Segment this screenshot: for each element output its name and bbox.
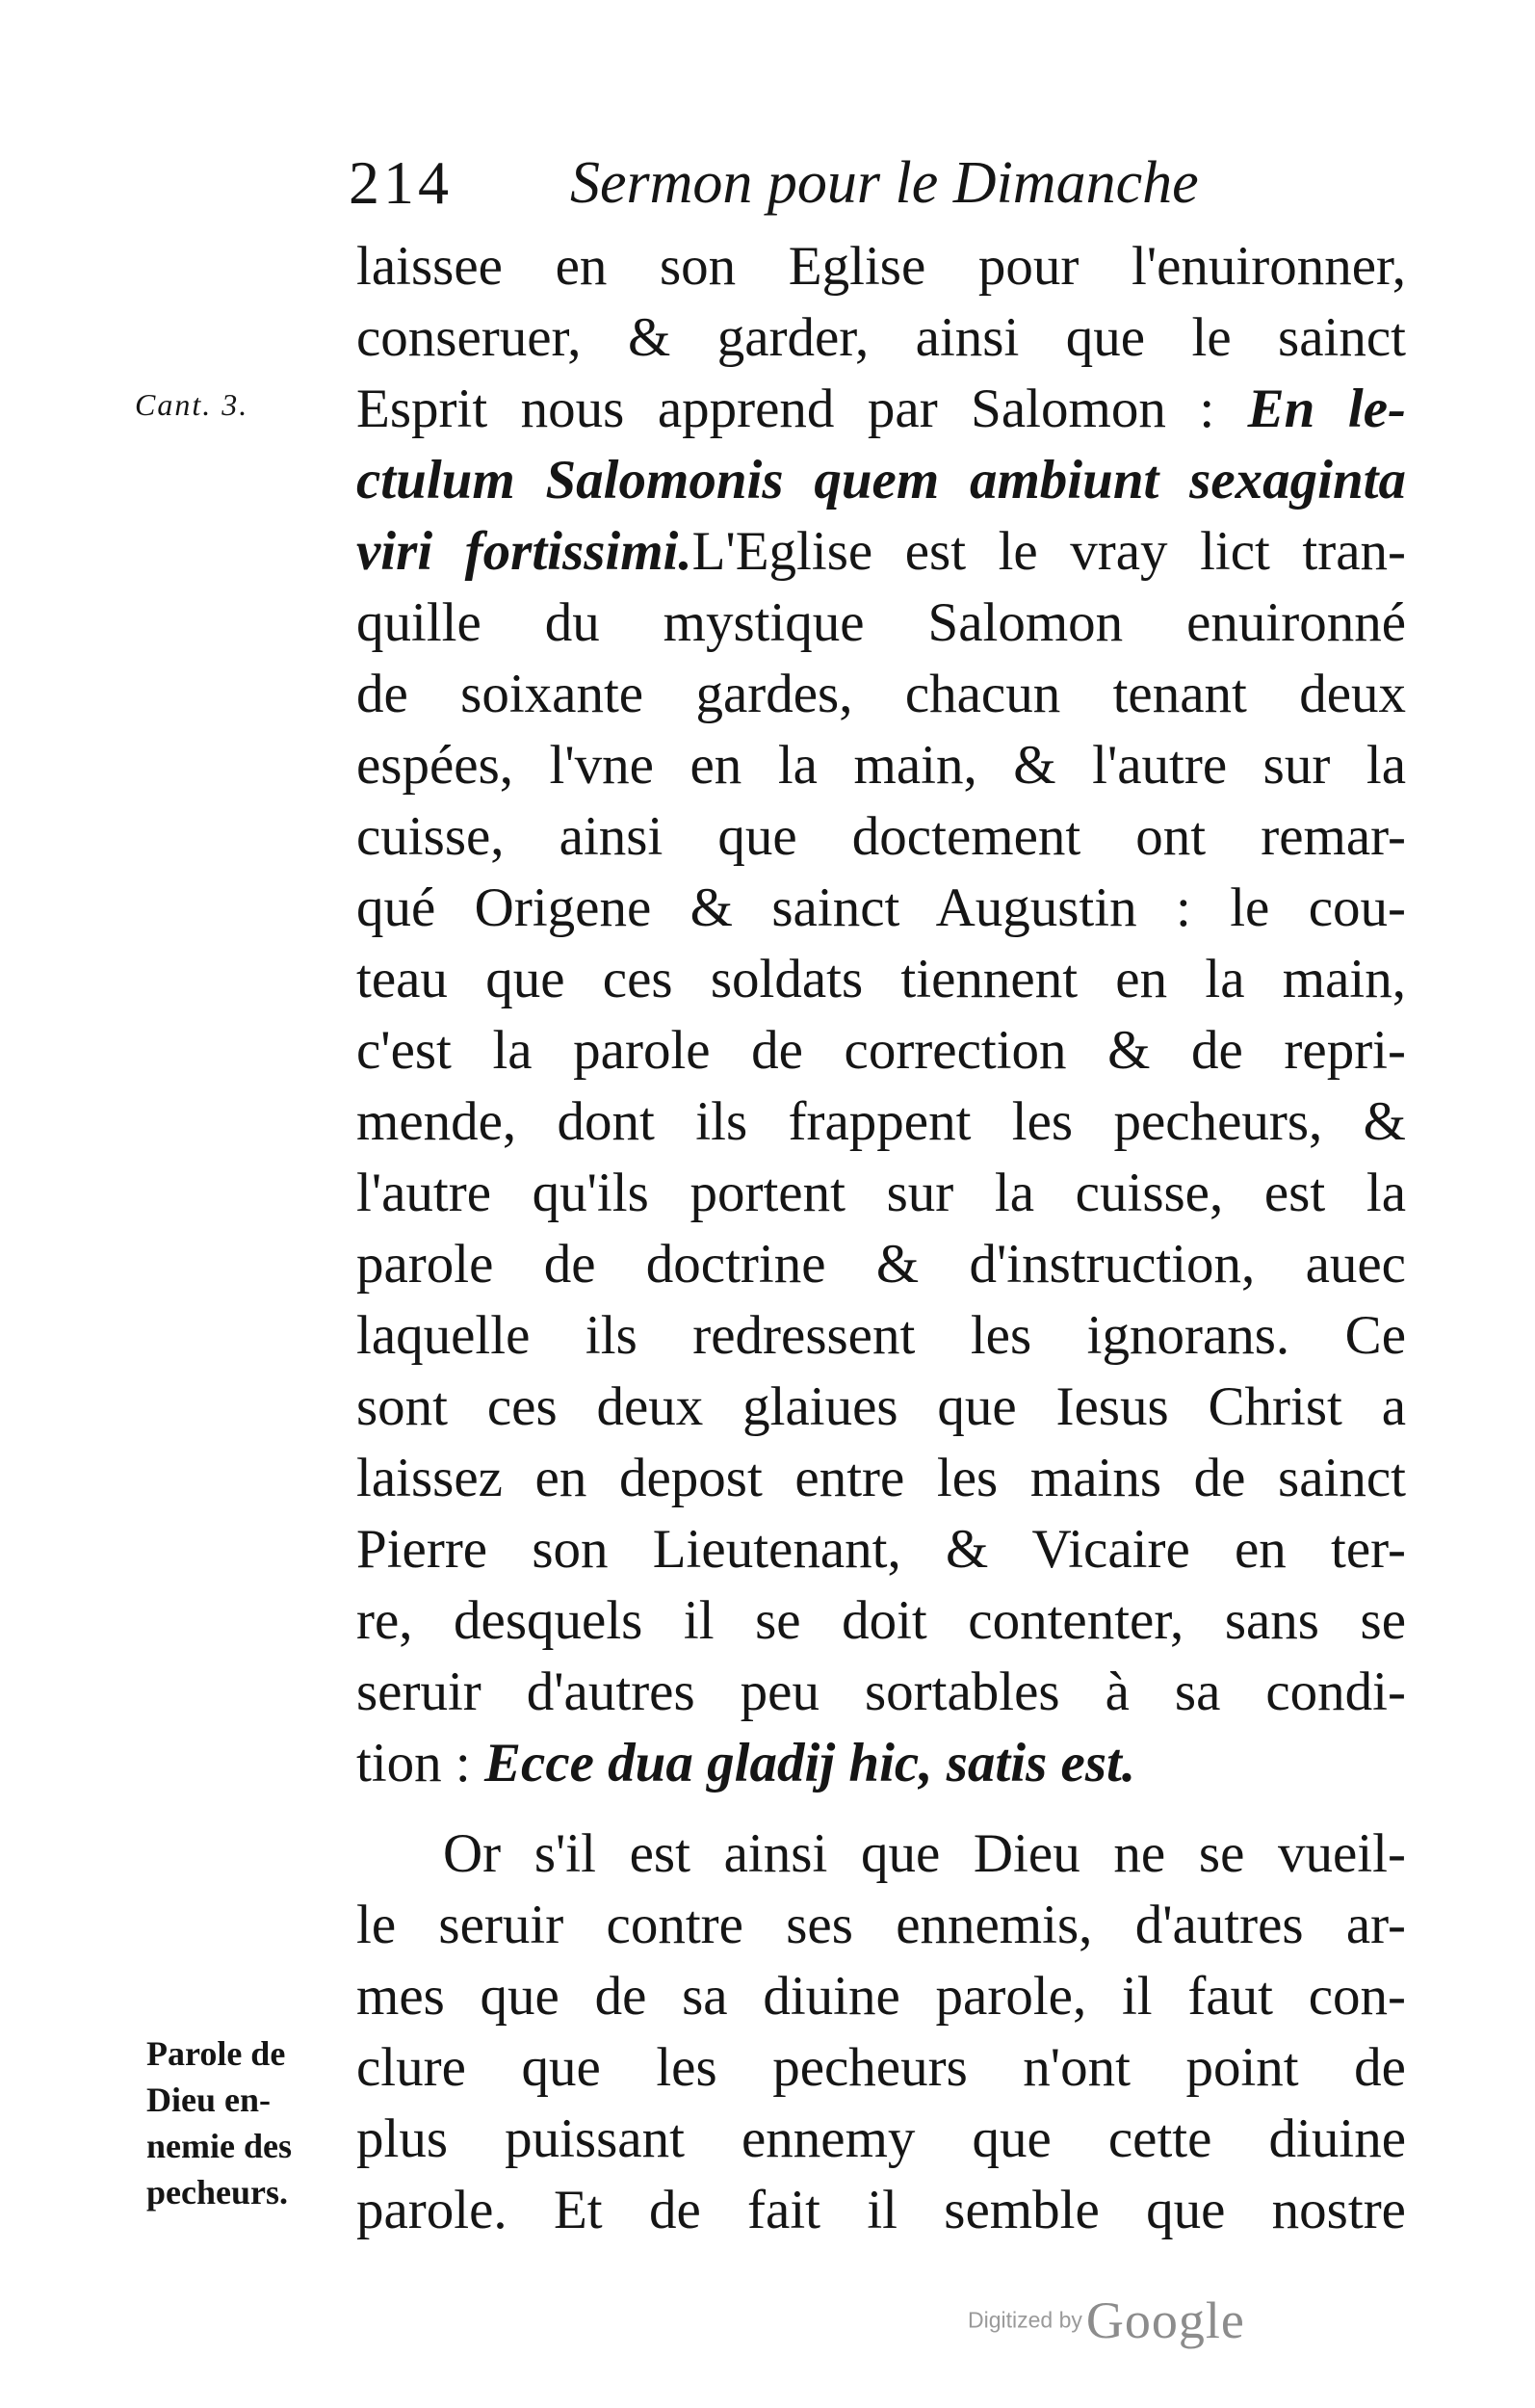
- text-line: parole. Et de fait il semble que nostre: [356, 2180, 1406, 2240]
- margin-note-line: pecheurs.: [146, 2173, 288, 2212]
- text-segment: L'Eglise est le vray lict tran-: [691, 521, 1407, 582]
- latin-quote: viri fortissimi.: [356, 521, 692, 582]
- text-line: espées, l'vne en la main, & l'autre sur la: [356, 735, 1406, 796]
- margin-note-line: Dieu en-: [146, 2081, 271, 2119]
- margin-note-cant: Cant. 3.: [135, 387, 249, 422]
- text-line: l'autre qu'ils portent sur la cuisse, est la: [356, 1163, 1406, 1223]
- google-logo: Google: [1085, 2291, 1245, 2349]
- text-line: de soixante gardes, chacun tenant deux: [356, 664, 1406, 724]
- digitized-watermark: [968, 2290, 1245, 2350]
- watermark-small-text: Digitized by: [968, 2307, 1082, 2333]
- margin-note-parole: [146, 2030, 339, 2215]
- text-line: laissee en son Eglise pour l'enuironner,: [356, 236, 1406, 297]
- text-line: mes que de sa diuine parole, il faut con-: [356, 1966, 1406, 2027]
- text-line: quille du mystique Salomon enuironné: [356, 592, 1406, 653]
- text-segment: tion :: [356, 1733, 485, 1793]
- text-line: seruir d'autres peu sortables à sa condi-: [356, 1662, 1406, 1722]
- text-line: c'est la parole de correction & de repri-: [356, 1020, 1406, 1081]
- text-line: laissez en depost entre les mains de sainct: [356, 1448, 1406, 1508]
- latin-quote: En le-: [1247, 379, 1406, 439]
- text-line: clure que les pecheurs n'ont point de: [356, 2037, 1406, 2098]
- running-title: Sermon pour le Dimanche: [570, 150, 1199, 216]
- text-line: sont ces deux glaiues que Iesus Christ a: [356, 1376, 1406, 1437]
- text-line: le seruir contre ses ennemis, d'autres ar-: [356, 1895, 1406, 1955]
- text-line: Pierre son Lieutenant, & Vicaire en ter-: [356, 1519, 1406, 1580]
- text-line: cuisse, ainsi que doctement ont remar-: [356, 806, 1406, 867]
- latin-quote: ctulum Salomonis quem ambiunt sexaginta: [356, 450, 1406, 510]
- text-line: [356, 374, 1406, 445]
- text-line: [356, 1728, 1406, 1799]
- body-text: [356, 231, 1406, 2246]
- margin-note-line: Parole de: [146, 2034, 286, 2073]
- text-segment: Esprit nous apprend par Salomon :: [356, 379, 1248, 439]
- text-line: Or s'il est ainsi que Dieu ne se vueil-: [443, 1823, 1406, 1884]
- text-line: plus puissant ennemy que cette diuine: [356, 2108, 1406, 2169]
- text-line: qué Origene & sainct Augustin : le cou-: [356, 877, 1406, 938]
- text-line: conseruer, & garder, ainsi que le sainct: [356, 307, 1406, 368]
- margin-note-line: nemie des: [146, 2127, 292, 2165]
- text-line: [356, 445, 1406, 516]
- text-line: teau que ces soldats tiennent en la main,: [356, 949, 1406, 1009]
- latin-quote: Ecce dua gladij hic, satis est.: [484, 1733, 1136, 1793]
- page-number: 214: [349, 148, 453, 217]
- text-line: re, desquels il se doit contenter, sans se: [356, 1590, 1406, 1651]
- text-line: mende, dont ils frappent les pecheurs, &: [356, 1091, 1406, 1152]
- paragraph-gap: [356, 1799, 1406, 1819]
- text-line: laquelle ils redressent les ignorans. Ce: [356, 1305, 1406, 1366]
- text-line: [356, 516, 1406, 588]
- page-header: [349, 144, 1273, 222]
- text-line: parole de doctrine & d'instruction, auec: [356, 1234, 1406, 1295]
